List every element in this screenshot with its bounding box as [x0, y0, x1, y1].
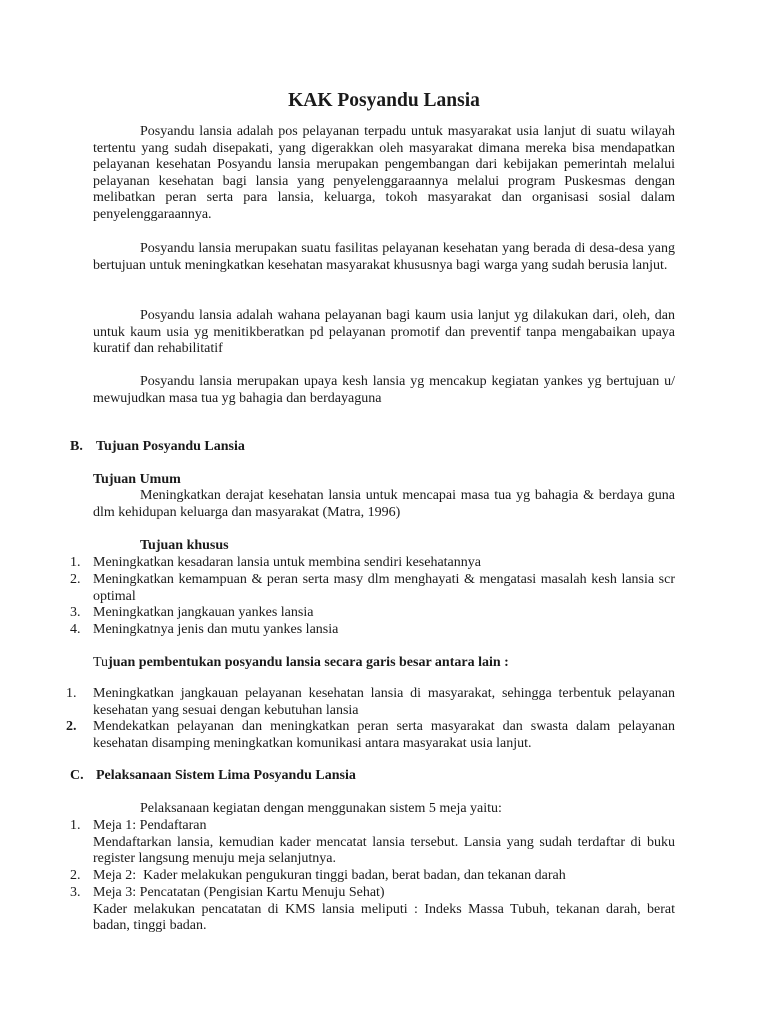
list-item	[70, 555, 675, 572]
intro-paragraph-2: Posyandu lansia merupakan suatu fasilitas pelayanan kesehatan yang berada di desa-desa yang bertujuan untuk meningkatkan kesehatan masyarakat khususnya bagi warga yang sudah berusia lanjut.	[93, 241, 675, 273]
section-c-heading	[70, 768, 356, 785]
section-c-title: Pelaksanaan Sistem Lima Posyandu Lansia	[96, 768, 356, 783]
pembentukan-title: juan pembentukan posyandu lansia secara garis besar antara lain :	[108, 655, 509, 670]
list-number: 1.	[70, 818, 81, 833]
document-title: KAK Posyandu Lansia	[288, 90, 480, 111]
list-item	[70, 622, 675, 639]
tujuan-khusus-title: Tujuan khusus	[140, 538, 229, 553]
list-number: 1.	[70, 555, 81, 570]
intro-paragraph-3: Posyandu lansia adalah wahana pelayanan bagi kaum usia lanjut yg dilakukan dari, oleh, dan untuk kaum usia yg menitikberatkan pd pelayanan promotif dan preventif tanpa mengabaikan upaya kuratif dan rehabilitatif	[93, 308, 675, 356]
list-number: 3.	[70, 605, 81, 620]
list-text: Meningkatkan jangkauan pelayanan kesehatan lansia di masyarakat, sehingga terbentuk pelayanan kesehatan yang sesuai dengan kebutuhan lansia	[93, 686, 675, 718]
list-text: Meja 3: Pencatatan (Pengisian Kartu Menuju Sehat)	[93, 885, 385, 900]
list-text: Meningkatkan jangkauan yankes lansia	[93, 605, 314, 620]
list-detail: Mendaftarkan lansia, kemudian kader mencatat lansia tersebut. Lansia yang sudah terdaftar di buku register langsung menuju meja selanjutnya.	[93, 834, 675, 866]
tujuan-umum-title: Tujuan Umum	[93, 472, 181, 487]
list-detail: Kader melakukan pencatatan di KMS lansia meliputi : Indeks Massa Tubuh, tekanan darah, berat badan, tinggi badan.	[93, 901, 675, 933]
list-number: 4.	[70, 622, 81, 637]
section-c-letter: C.	[70, 768, 84, 783]
list-item	[66, 686, 675, 719]
list-text: Mendekatkan pelayanan dan meningkatkan peran serta masyarakat dan swasta dalam pelayanan kesehatan disamping meningkatkan komunikasi antara masyarakat usia lanjut.	[93, 719, 675, 751]
list-item	[70, 885, 675, 935]
list-item	[70, 868, 675, 885]
list-number: 2.	[66, 719, 77, 734]
section-b-letter: B.	[70, 439, 83, 454]
section-b-heading	[70, 439, 245, 456]
section-c-intro: Pelaksanaan kegiatan dengan menggunakan sistem 5 meja yaitu:	[140, 801, 502, 816]
intro-paragraph-4: Posyandu lansia merupakan upaya kesh lansia yg mencakup kegiatan yankes yg bertujuan u/ mewujudkan masa tua yg bahagia dan berdayaguna	[93, 374, 675, 406]
list-text: Meningkatkan kemampuan & peran serta masy dlm menghayati & mengatasi masalah kesh lansia scr optimal	[93, 572, 675, 604]
list-item	[70, 605, 675, 622]
tujuan-umum-text: Meningkatkan derajat kesehatan lansia untuk mencapai masa tua yg bahagia & berdaya guna dlm kehidupan keluarga dan masyarakat (Matra, 1996)	[93, 488, 675, 520]
list-text: Meja 2: Kader melakukan pengukuran tinggi badan, berat badan, dan tekanan darah	[93, 868, 566, 883]
pembentukan-prefix: Tu	[93, 655, 109, 670]
intro-paragraph-1: Posyandu lansia adalah pos pelayanan terpadu untuk masyarakat usia lanjut di suatu wilayah tertentu yang sudah disepakati, yang digerakkan oleh masyarakat dimana mereka bisa mendapatkan pelayanan kesehatan Posyandu lansia merupakan pengembangan dari kebijakan pemerintah melalui pelayanan kesehatan bagi lansia yang penyelenggaraannya melalui program Puskesmas dengan melibatkan peran serta para lansia, keluarga, tokoh masyarakat dan organisasi sosial dalam penyelenggaraannya.	[93, 124, 675, 222]
pembentukan-heading	[93, 655, 509, 672]
list-number: 2.	[70, 572, 81, 587]
list-item	[70, 818, 675, 868]
list-text: Meningkatnya jenis dan mutu yankes lansia	[93, 622, 339, 637]
list-item	[66, 719, 675, 752]
list-item	[70, 572, 675, 605]
list-number: 2.	[70, 868, 81, 883]
list-text: Meningkatkan kesadaran lansia untuk membina sendiri kesehatannya	[93, 555, 481, 570]
list-text: Meja 1: Pendaftaran	[93, 818, 207, 833]
list-number: 1.	[66, 686, 77, 701]
section-b-title: Tujuan Posyandu Lansia	[96, 439, 245, 454]
list-number: 3.	[70, 885, 81, 900]
